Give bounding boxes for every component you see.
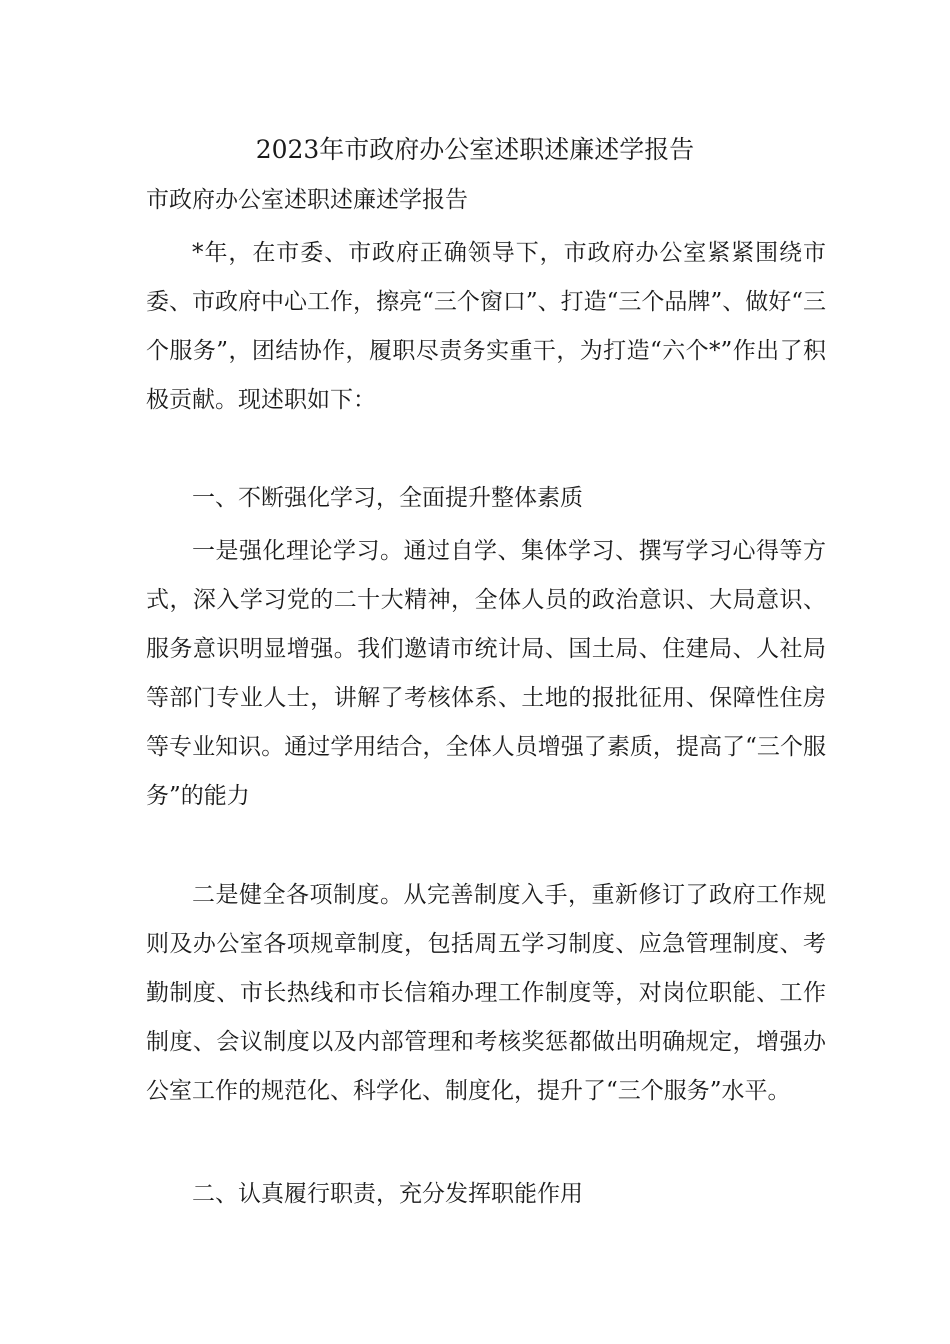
section1-paragraph-2: 二是健全各项制度。从完善制度入手，重新修订了政府工作规则及办公室各项规章制度，包括周五学习制度、应急管理制度、考勤制度、市长热线和市长信箱办理工作制度等，对岗位职能、工作制度、会议制度以及内部管理和考核奖惩都做出明确规定，增强办公室工作的规范化、科学化、制度化，提升了“三个服务”水平。 bbox=[146, 882, 826, 1104]
document-subtitle: 市政府办公室述职述廉述学报告 bbox=[146, 187, 468, 213]
section-heading-1: 一、不断强化学习，全面提升整体素质 bbox=[192, 485, 583, 511]
section-heading-2: 二、认真履行职责，充分发挥职能作用 bbox=[192, 1181, 583, 1207]
intro-paragraph: *年，在市委、市政府正确领导下，市政府办公室紧紧围绕市委、市政府中心工作，擦亮“三个窗口”、打造“三个品牌”、做好“三个服务”，团结协作，履职尽责务实重干，为打造“六个*”作出了积极贡献。现述职如下： bbox=[146, 240, 826, 413]
section1-paragraph-1: 一是强化理论学习。通过自学、集体学习、撰写学习心得等方式，深入学习党的二十大精神，全体人员的政治意识、大局意识、服务意识明显增强。我们邀请市统计局、国土局、住建局、人社局等部门专业人士，讲解了考核体系、土地的报批征用、保障性住房等专业知识。通过学用结合，全体人员增强了素质，提高了“三个服务”的能力 bbox=[146, 538, 826, 809]
document-title: 2023年市政府办公室述职述廉述学报告 bbox=[255, 135, 695, 164]
